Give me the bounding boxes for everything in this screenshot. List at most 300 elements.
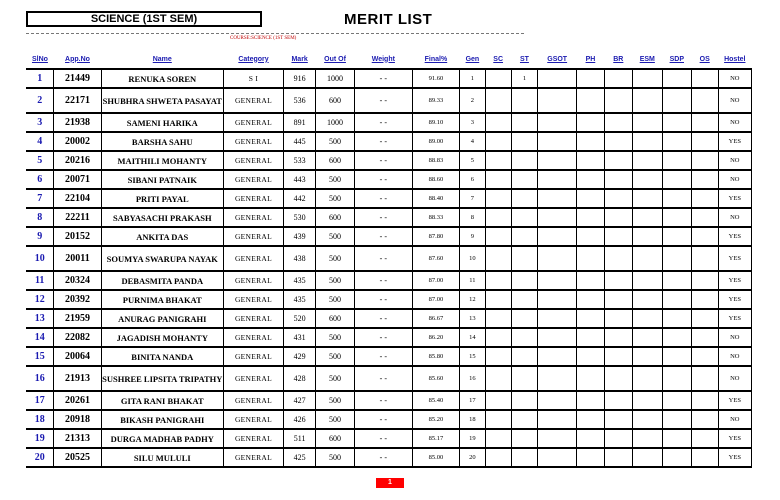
cell-out-of: 1000: [316, 69, 355, 88]
cell-gen: 12: [460, 290, 486, 309]
cell-mark: 431: [284, 328, 316, 347]
cell-weight: - -: [354, 151, 412, 170]
cell-sdp: [662, 309, 691, 328]
cell-gen: 3: [460, 113, 486, 132]
cell-final-percent: 89.33: [412, 88, 459, 113]
cell-gsot: [538, 309, 577, 328]
cell-br: [604, 208, 632, 227]
cell-br: [604, 132, 632, 151]
cell-app-no: 21959: [54, 309, 101, 328]
cell-gsot: [538, 429, 577, 448]
cell-st: [511, 448, 538, 467]
cell-mark: 442: [284, 189, 316, 208]
cell-gen: 15: [460, 347, 486, 366]
cell-hostel: NO: [718, 88, 751, 113]
cell-app-no: 20064: [54, 347, 101, 366]
cell-mark: 435: [284, 290, 316, 309]
cell-os: [691, 448, 718, 467]
cell-sdp: [662, 170, 691, 189]
cell-category: GENERAL: [223, 448, 283, 467]
cell-slno: 7: [26, 189, 54, 208]
cell-sc: [485, 246, 511, 271]
column-header-weight[interactable]: Weight: [354, 50, 412, 69]
cell-ph: [576, 227, 604, 246]
cell-st: [511, 113, 538, 132]
column-header-sc[interactable]: SC: [485, 50, 511, 69]
column-header-br[interactable]: BR: [604, 50, 632, 69]
cell-br: [604, 347, 632, 366]
cell-mark: 891: [284, 113, 316, 132]
cell-st: 1: [511, 69, 538, 88]
cell-category: GENERAL: [223, 290, 283, 309]
cell-out-of: 600: [316, 429, 355, 448]
cell-br: [604, 271, 632, 290]
cell-gsot: [538, 328, 577, 347]
table-row: [26, 347, 752, 366]
cell-category: GENERAL: [223, 132, 283, 151]
cell-br: [604, 151, 632, 170]
cell-mark: 435: [284, 271, 316, 290]
cell-os: [691, 69, 718, 88]
cell-name: SILU MULULI: [101, 448, 223, 467]
table-row: [26, 227, 752, 246]
cell-weight: - -: [354, 366, 412, 391]
cell-st: [511, 328, 538, 347]
cell-weight: - -: [354, 448, 412, 467]
cell-sc: [485, 151, 511, 170]
cell-st: [511, 429, 538, 448]
table-row: [26, 189, 752, 208]
cell-br: [604, 227, 632, 246]
cell-final-percent: 85.60: [412, 366, 459, 391]
cell-os: [691, 347, 718, 366]
cell-ph: [576, 366, 604, 391]
cell-out-of: 500: [316, 170, 355, 189]
cell-hostel: NO: [718, 208, 751, 227]
cell-name: SIBANI PATNAIK: [101, 170, 223, 189]
cell-app-no: 22171: [54, 88, 101, 113]
table-header-row: [26, 50, 752, 69]
cell-final-percent: 89.10: [412, 113, 459, 132]
cell-gsot: [538, 448, 577, 467]
cell-st: [511, 391, 538, 410]
cell-gsot: [538, 113, 577, 132]
cell-out-of: 500: [316, 246, 355, 271]
cell-out-of: 500: [316, 290, 355, 309]
column-header-st[interactable]: ST: [511, 50, 538, 69]
cell-gen: 9: [460, 227, 486, 246]
cell-sdp: [662, 151, 691, 170]
cell-slno: 19: [26, 429, 54, 448]
cell-sdp: [662, 448, 691, 467]
cell-gen: 19: [460, 429, 486, 448]
cell-os: [691, 88, 718, 113]
cell-gsot: [538, 366, 577, 391]
cell-sc: [485, 227, 511, 246]
cell-hostel: YES: [718, 391, 751, 410]
table-row: [26, 69, 752, 88]
column-header-hostel[interactable]: Hostel: [718, 50, 751, 69]
cell-gen: 18: [460, 410, 486, 429]
cell-st: [511, 246, 538, 271]
cell-st: [511, 189, 538, 208]
cell-weight: - -: [354, 429, 412, 448]
cell-app-no: 20324: [54, 271, 101, 290]
cell-final-percent: 87.80: [412, 227, 459, 246]
table-row: [26, 151, 752, 170]
cell-gen: 13: [460, 309, 486, 328]
cell-final-percent: 88.60: [412, 170, 459, 189]
section-title-box: SCIENCE (1ST SEM): [26, 11, 262, 27]
table-row: [26, 132, 752, 151]
cell-st: [511, 170, 538, 189]
table-row: [26, 448, 752, 467]
cell-final-percent: 88.83: [412, 151, 459, 170]
cell-weight: - -: [354, 410, 412, 429]
column-header-sdp[interactable]: SDP: [662, 50, 691, 69]
cell-category: GENERAL: [223, 271, 283, 290]
column-header-mark[interactable]: Mark: [284, 50, 316, 69]
cell-name: BINITA NANDA: [101, 347, 223, 366]
cell-slno: 2: [26, 88, 54, 113]
cell-sc: [485, 271, 511, 290]
column-header-esm[interactable]: ESM: [632, 50, 662, 69]
cell-sdp: [662, 113, 691, 132]
cell-hostel: NO: [718, 366, 751, 391]
cell-slno: 15: [26, 347, 54, 366]
cell-esm: [632, 132, 662, 151]
table-row: [26, 366, 752, 391]
column-header-gen[interactable]: Gen: [460, 50, 486, 69]
cell-gen: 17: [460, 391, 486, 410]
cell-hostel: YES: [718, 290, 751, 309]
cell-br: [604, 410, 632, 429]
cell-slno: 12: [26, 290, 54, 309]
cell-slno: 9: [26, 227, 54, 246]
cell-esm: [632, 290, 662, 309]
cell-esm: [632, 170, 662, 189]
cell-sdp: [662, 429, 691, 448]
cell-sc: [485, 366, 511, 391]
cell-app-no: 22082: [54, 328, 101, 347]
cell-hostel: YES: [718, 132, 751, 151]
cell-app-no: 20216: [54, 151, 101, 170]
cell-gsot: [538, 410, 577, 429]
cell-name: RENUKA SOREN: [101, 69, 223, 88]
cell-esm: [632, 69, 662, 88]
cell-slno: 4: [26, 132, 54, 151]
cell-final-percent: 88.40: [412, 189, 459, 208]
cell-out-of: 600: [316, 208, 355, 227]
cell-slno: 3: [26, 113, 54, 132]
cell-mark: 445: [284, 132, 316, 151]
cell-sdp: [662, 246, 691, 271]
cell-gsot: [538, 170, 577, 189]
cell-out-of: 600: [316, 88, 355, 113]
cell-gen: 1: [460, 69, 486, 88]
cell-mark: 427: [284, 391, 316, 410]
cell-sc: [485, 189, 511, 208]
cell-os: [691, 366, 718, 391]
cell-category: GENERAL: [223, 189, 283, 208]
cell-gen: 4: [460, 132, 486, 151]
cell-name: ANURAG PANIGRAHI: [101, 309, 223, 328]
cell-os: [691, 328, 718, 347]
cell-name: PURNIMA BHAKAT: [101, 290, 223, 309]
cell-mark: 511: [284, 429, 316, 448]
cell-br: [604, 391, 632, 410]
column-header-final-percent[interactable]: Final%: [412, 50, 459, 69]
cell-mark: 520: [284, 309, 316, 328]
cell-hostel: YES: [718, 246, 751, 271]
cell-name: ANKITA DAS: [101, 227, 223, 246]
cell-ph: [576, 290, 604, 309]
cell-weight: - -: [354, 391, 412, 410]
cell-gsot: [538, 132, 577, 151]
cell-hostel: YES: [718, 227, 751, 246]
cell-name: SOUMYA SWARUPA NAYAK: [101, 246, 223, 271]
cell-app-no: 22211: [54, 208, 101, 227]
cell-final-percent: 85.17: [412, 429, 459, 448]
cell-esm: [632, 309, 662, 328]
cell-sdp: [662, 227, 691, 246]
cell-app-no: 20002: [54, 132, 101, 151]
cell-br: [604, 88, 632, 113]
table-row: [26, 391, 752, 410]
cell-weight: - -: [354, 69, 412, 88]
cell-sdp: [662, 189, 691, 208]
cell-os: [691, 189, 718, 208]
cell-category: GENERAL: [223, 227, 283, 246]
page-number-badge[interactable]: 1: [376, 478, 404, 488]
table-row: [26, 309, 752, 328]
cell-out-of: 600: [316, 309, 355, 328]
cell-app-no: 20918: [54, 410, 101, 429]
cell-os: [691, 227, 718, 246]
cell-sc: [485, 113, 511, 132]
cell-weight: - -: [354, 189, 412, 208]
cell-br: [604, 448, 632, 467]
cell-app-no: 21938: [54, 113, 101, 132]
cell-br: [604, 69, 632, 88]
cell-hostel: YES: [718, 448, 751, 467]
cell-slno: 13: [26, 309, 54, 328]
cell-sdp: [662, 271, 691, 290]
cell-ph: [576, 391, 604, 410]
cell-out-of: 500: [316, 271, 355, 290]
cell-sdp: [662, 290, 691, 309]
cell-esm: [632, 429, 662, 448]
cell-out-of: 500: [316, 328, 355, 347]
cell-os: [691, 170, 718, 189]
cell-br: [604, 429, 632, 448]
cell-gsot: [538, 290, 577, 309]
cell-gsot: [538, 391, 577, 410]
cell-weight: - -: [354, 246, 412, 271]
cell-esm: [632, 151, 662, 170]
cell-br: [604, 246, 632, 271]
cell-esm: [632, 208, 662, 227]
cell-ph: [576, 410, 604, 429]
column-header-os[interactable]: OS: [691, 50, 718, 69]
cell-category: S I: [223, 69, 283, 88]
cell-st: [511, 347, 538, 366]
cell-weight: - -: [354, 227, 412, 246]
cell-name: PRITI PAYAL: [101, 189, 223, 208]
cell-slno: 6: [26, 170, 54, 189]
cell-name: GITA RANI BHAKAT: [101, 391, 223, 410]
cell-final-percent: 85.20: [412, 410, 459, 429]
cell-weight: - -: [354, 170, 412, 189]
table-row: [26, 170, 752, 189]
cell-slno: 17: [26, 391, 54, 410]
cell-category: GENERAL: [223, 328, 283, 347]
cell-mark: 439: [284, 227, 316, 246]
cell-app-no: 20261: [54, 391, 101, 410]
cell-out-of: 500: [316, 189, 355, 208]
cell-gen: 20: [460, 448, 486, 467]
cell-os: [691, 271, 718, 290]
cell-st: [511, 309, 538, 328]
cell-name: BARSHA SAHU: [101, 132, 223, 151]
cell-esm: [632, 271, 662, 290]
cell-sc: [485, 170, 511, 189]
cell-gsot: [538, 208, 577, 227]
cell-app-no: 20011: [54, 246, 101, 271]
cell-sdp: [662, 328, 691, 347]
cell-name: MAITHILI MOHANTY: [101, 151, 223, 170]
cell-category: GENERAL: [223, 151, 283, 170]
cell-os: [691, 309, 718, 328]
cell-hostel: NO: [718, 170, 751, 189]
cell-name: DURGA MADHAB PADHY: [101, 429, 223, 448]
cell-esm: [632, 88, 662, 113]
cell-sc: [485, 328, 511, 347]
cell-app-no: 22104: [54, 189, 101, 208]
cell-out-of: 500: [316, 227, 355, 246]
cell-app-no: 20525: [54, 448, 101, 467]
cell-os: [691, 246, 718, 271]
cell-weight: - -: [354, 132, 412, 151]
cell-esm: [632, 366, 662, 391]
column-header-category[interactable]: Category: [223, 50, 283, 69]
cell-sc: [485, 208, 511, 227]
column-header-name[interactable]: Name: [101, 50, 223, 69]
cell-mark: 443: [284, 170, 316, 189]
cell-st: [511, 290, 538, 309]
cell-os: [691, 113, 718, 132]
cell-slno: 11: [26, 271, 54, 290]
cell-ph: [576, 113, 604, 132]
cell-slno: 14: [26, 328, 54, 347]
table-row: [26, 328, 752, 347]
cell-gen: 14: [460, 328, 486, 347]
cell-category: GENERAL: [223, 366, 283, 391]
cell-final-percent: 85.00: [412, 448, 459, 467]
cell-category: GENERAL: [223, 88, 283, 113]
cell-out-of: 500: [316, 347, 355, 366]
cell-sdp: [662, 69, 691, 88]
cell-out-of: 500: [316, 366, 355, 391]
cell-hostel: NO: [718, 151, 751, 170]
cell-ph: [576, 69, 604, 88]
cell-esm: [632, 189, 662, 208]
cell-final-percent: 87.60: [412, 246, 459, 271]
cell-slno: 20: [26, 448, 54, 467]
cell-app-no: 21449: [54, 69, 101, 88]
cell-category: GENERAL: [223, 208, 283, 227]
table-row: [26, 88, 752, 113]
cell-esm: [632, 391, 662, 410]
cell-hostel: YES: [718, 189, 751, 208]
cell-hostel: YES: [718, 429, 751, 448]
cell-slno: 1: [26, 69, 54, 88]
cell-name: DEBASMITA PANDA: [101, 271, 223, 290]
cell-mark: 438: [284, 246, 316, 271]
cell-sc: [485, 69, 511, 88]
cell-category: GENERAL: [223, 347, 283, 366]
cell-gsot: [538, 189, 577, 208]
cell-hostel: YES: [718, 271, 751, 290]
cell-sc: [485, 309, 511, 328]
cell-ph: [576, 347, 604, 366]
cell-category: GENERAL: [223, 391, 283, 410]
cell-sc: [485, 429, 511, 448]
cell-esm: [632, 328, 662, 347]
table-row: [26, 271, 752, 290]
cell-ph: [576, 246, 604, 271]
cell-final-percent: 89.00: [412, 132, 459, 151]
cell-gsot: [538, 246, 577, 271]
cell-esm: [632, 410, 662, 429]
table-row: [26, 246, 752, 271]
cell-sdp: [662, 88, 691, 113]
cell-esm: [632, 113, 662, 132]
cell-name: JAGADISH MOHANTY: [101, 328, 223, 347]
cell-weight: - -: [354, 271, 412, 290]
cell-gsot: [538, 88, 577, 113]
column-header-slno[interactable]: SlNo: [26, 50, 54, 69]
cell-esm: [632, 448, 662, 467]
cell-mark: 533: [284, 151, 316, 170]
column-header-ph[interactable]: PH: [576, 50, 604, 69]
cell-sdp: [662, 366, 691, 391]
cell-ph: [576, 88, 604, 113]
cell-sc: [485, 410, 511, 429]
cell-sc: [485, 347, 511, 366]
cell-esm: [632, 227, 662, 246]
cell-weight: - -: [354, 347, 412, 366]
cell-weight: - -: [354, 328, 412, 347]
cell-st: [511, 366, 538, 391]
cell-esm: [632, 347, 662, 366]
cell-gen: 7: [460, 189, 486, 208]
cell-app-no: 20392: [54, 290, 101, 309]
cell-st: [511, 208, 538, 227]
cell-sc: [485, 391, 511, 410]
cell-out-of: 500: [316, 410, 355, 429]
column-header-gsot[interactable]: GSOT: [538, 50, 577, 69]
cell-out-of: 500: [316, 132, 355, 151]
column-header-out-of[interactable]: Out Of: [316, 50, 355, 69]
cell-name: BIKASH PANIGRAHI: [101, 410, 223, 429]
column-header-app-no[interactable]: App.No: [54, 50, 101, 69]
cell-name: SHUBHRA SHWETA PASAYAT: [101, 88, 223, 113]
cell-sdp: [662, 410, 691, 429]
cell-ph: [576, 170, 604, 189]
cell-app-no: 21913: [54, 366, 101, 391]
cell-gen: 11: [460, 271, 486, 290]
